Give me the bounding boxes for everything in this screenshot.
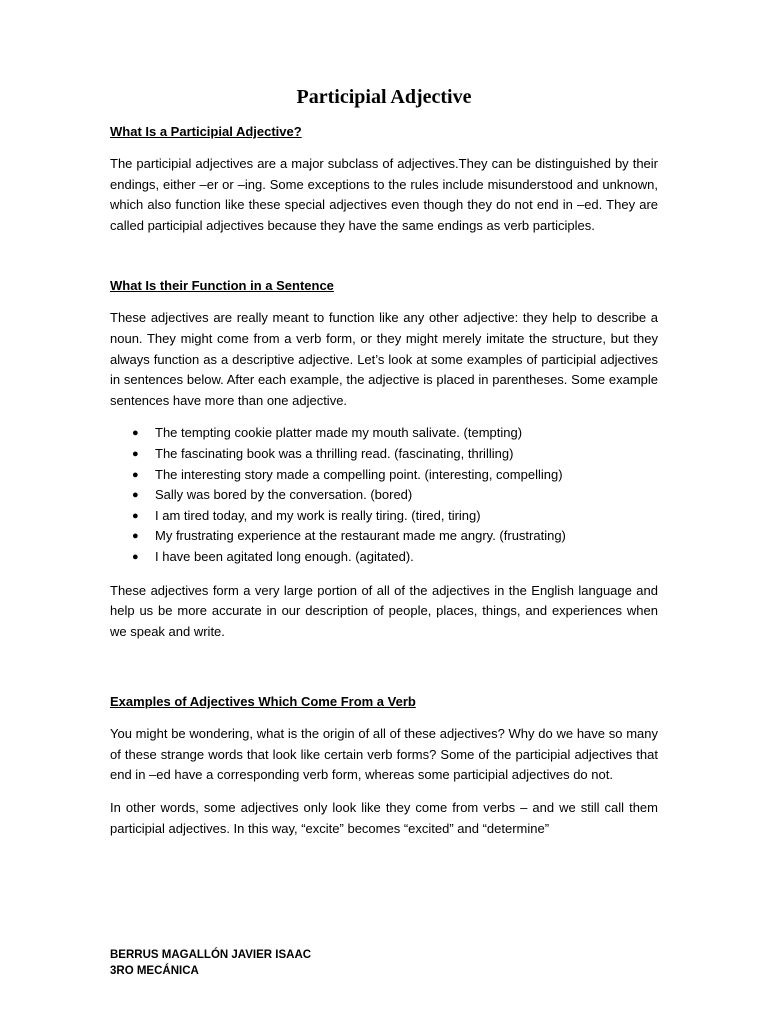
section-paragraph-other-words: In other words, some adjectives only look like they come from verbs – and we still call them participial adjectives. In this way, “excite” becomes “excited” and “determine” (110, 800, 658, 836)
footer-group: 3RO MECÁNICA (110, 965, 199, 977)
bullet-icon: ● (132, 468, 139, 481)
list-item (110, 547, 658, 568)
footer-author: BERRUS MAGALLÓN JAVIER ISAAC (110, 949, 312, 961)
bullet-icon: ● (132, 427, 139, 440)
list-item-text: I am tired today, and my work is really tiring. (tired, tiring) (155, 507, 481, 523)
page-footer (110, 947, 311, 979)
list-item (110, 465, 658, 486)
list-item-text: Sally was bored by the conversation. (bored) (155, 487, 413, 503)
examples-list (110, 423, 658, 567)
section-paragraph-origin: You might be wondering, what is the origin of all of these adjectives? Why do we have so many of these strange words that look like certain verb forms? Some of the participial adjectives that end in –ed have a corresponding verb form, whereas some participial adjectives do not. (110, 726, 658, 783)
bullet-icon: ● (132, 447, 139, 460)
list-item-text: The tempting cookie platter made my mouth salivate. (tempting) (155, 425, 523, 441)
list-item-text: My frustrating experience at the restaurant made me angry. (frustrating) (155, 528, 566, 544)
document-page (110, 84, 658, 839)
list-item (110, 444, 658, 465)
list-item-text: The interesting story made a compelling point. (interesting, compelling) (155, 466, 563, 482)
section-paragraph-definition: The participial adjectives are a major subclass of adjectives.They can be distinguished by their endings, either –er or –ing. Some exceptions to the rules include misunderstood and unknown, which also function like these special adjectives even though they do not end in –ed. They are called participial adjectives because they have the same endings as verb participles. (110, 156, 658, 233)
bullet-icon: ● (132, 509, 139, 522)
list-item-text: The fascinating book was a thrilling read. (fascinating, thrilling) (155, 445, 514, 461)
bullet-icon: ● (132, 489, 139, 502)
bullet-icon: ● (132, 530, 139, 543)
list-item (110, 485, 658, 506)
list-item (110, 423, 658, 444)
list-item (110, 526, 658, 547)
section-heading-examples-from-verb: Examples of Adjectives Which Come From a Verb (110, 694, 416, 710)
section-paragraph-function: These adjectives are really meant to function like any other adjective: they help to describe a noun. They might come from a verb form, or they might merely imitate the structure, but they always function as a descriptive adjective. Let’s look at some examples of participial adjectives in sentences below. After each example, the adjective is placed in parentheses. Some example sentences have more than one adjective. (110, 310, 658, 408)
document-title: Participial Adjective (296, 86, 472, 108)
list-item-text: I have been agitated long enough. (agitated). (155, 548, 414, 564)
section-heading-what-is: What Is a Participial Adjective? (110, 124, 302, 139)
bullet-icon: ● (132, 550, 139, 563)
section-paragraph-closing: These adjectives form a very large portion of all of the adjectives in the English language and help us be more accurate in our description of people, places, things, and experiences when we speak and write. (110, 582, 658, 639)
section-heading-function: What Is their Function in a Sentence (110, 278, 334, 294)
list-item (110, 506, 658, 527)
